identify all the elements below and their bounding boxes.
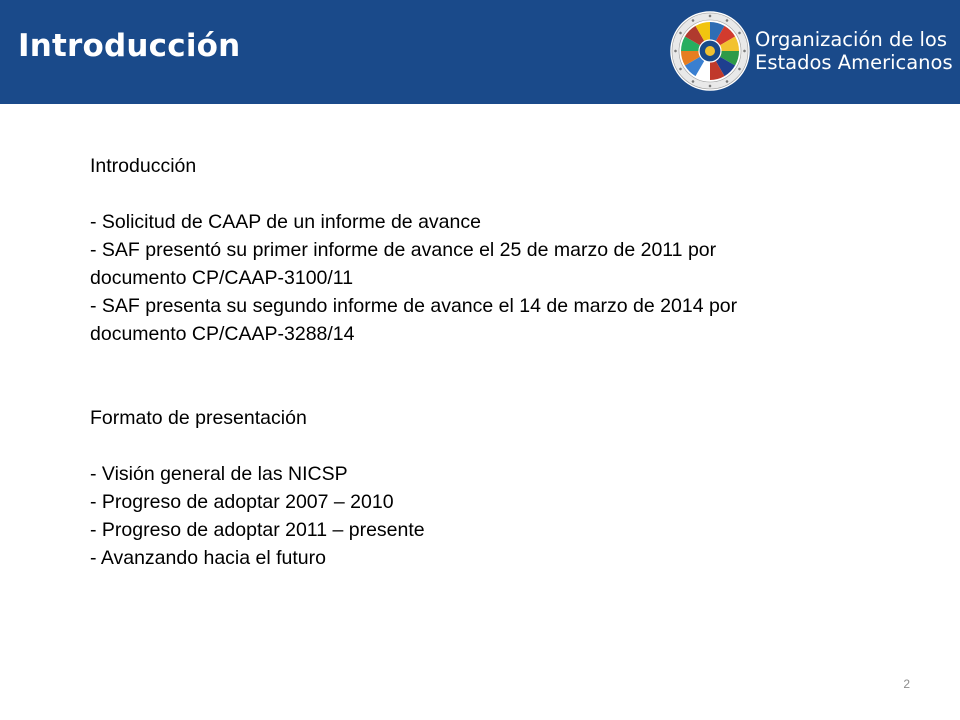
organization-name-line-2: Estados Americanos: [755, 51, 953, 74]
slide-body: [90, 152, 750, 572]
slide-header: [0, 0, 960, 104]
oas-seal-logo: [670, 11, 750, 91]
bullet-item: - SAF presenta su segundo informe de avance el 14 de marzo de 2014 por documento CP/CAAP-3288/14: [90, 295, 738, 345]
bullet-item: - Avanzando hacia el futuro: [90, 547, 326, 569]
organization-name: [755, 28, 953, 74]
bullet-item: - Visión general de las NICSP: [90, 463, 348, 485]
bullet-item: - SAF presentó su primer informe de avance el 25 de marzo de 2011 por documento CP/CAAP-3100/11: [90, 239, 717, 289]
slide-title: Introducción: [18, 28, 241, 64]
organization-name-line-1: Organización de los: [755, 28, 948, 51]
section-heading: Formato de presentación: [90, 407, 307, 429]
page-number: 2: [903, 677, 910, 691]
section-heading: Introducción: [90, 155, 197, 177]
bullet-item: - Solicitud de CAAP de un informe de avance: [90, 211, 481, 233]
bullet-item: - Progreso de adoptar 2007 – 2010: [90, 491, 394, 513]
bullet-item: - Progreso de adoptar 2011 – presente: [90, 519, 425, 541]
